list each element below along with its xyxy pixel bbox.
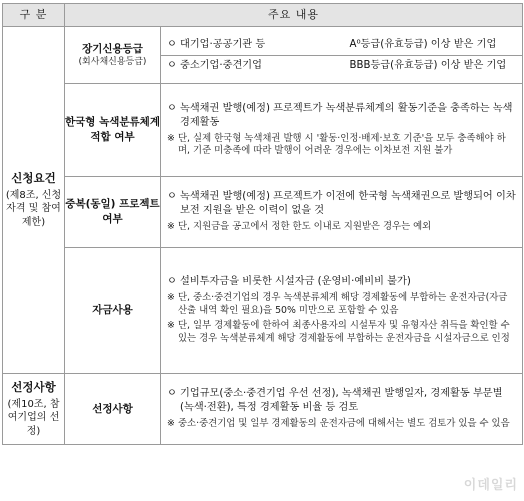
- selection-content: [161, 374, 523, 445]
- list-item: ㅇ 설비투자금을 비롯한 시설자금 (운영비·예비비 불가): [167, 276, 411, 288]
- taxonomy-content: [161, 84, 523, 177]
- list-item: ㅇ 녹색채권 발행(예정) 프로젝트가 녹색분류체계의 활동기준을 충족하는 녹색경제활동: [167, 103, 513, 128]
- table-header-row: [3, 4, 523, 27]
- note: ※ 중소·중견기업 및 일부 경제활동의 운전자금에 대해서는 별도 검토가 있을 수 있음: [167, 417, 510, 429]
- credit-row-2-grade: BBB등급(유효등급) 이상 받은 기업: [349, 59, 507, 71]
- list-item: ㅇ 기업규모(중소·중견기업 우선 선정), 녹색채권 발행일자, 경제활동 부문별(녹색·전환), 특정 경제활동 비율 등 검토: [167, 388, 503, 414]
- section-subtitle: (제8조, 신청자격 및 참여제한): [5, 189, 62, 228]
- bullet-mark: ㅇ: [167, 38, 177, 50]
- section-subtitle: (제10조, 참여기업의 선정): [7, 398, 60, 437]
- requirements-table: [2, 3, 523, 445]
- duplicate-content: [161, 177, 523, 248]
- funds-content: [161, 248, 523, 374]
- section-application-requirements: [3, 27, 65, 374]
- bullet-mark: ㅇ: [167, 59, 177, 71]
- taxonomy-label-cell: [65, 84, 161, 177]
- note: ※ 단, 실제 한국형 녹색채권 발행 시 '활동·인정·배제·보호 기준'을 모두 충족해야 하며, 기준 미충족에 따라 발행이 어려운 경우에는 이차보전 지원 불가: [167, 132, 506, 157]
- duplicate-label: 중복(동일) 프로젝트 여부: [65, 198, 160, 225]
- header-category: 구 분: [3, 4, 65, 27]
- section-selection: [3, 374, 65, 445]
- taxonomy-label: 한국형 녹색분류체계 적합 여부: [65, 116, 160, 143]
- funds-label-cell: [65, 248, 161, 374]
- credit-row-1-grade: A⁰등급(유효등급) 이상 받은 기업: [349, 38, 497, 50]
- credit-row-1-company: ㅇ 대기업·공공기관 등: [167, 38, 266, 50]
- table-row: [3, 177, 523, 248]
- credit-rating-label-cell: [65, 27, 161, 84]
- header-content: 주요 내용: [65, 4, 523, 27]
- duplicate-label-cell: [65, 177, 161, 248]
- credit-rating-sublabel: (회사채신용등급): [78, 57, 147, 68]
- note: ※ 단, 일부 경제활동에 한하여 최종사용자의 시설투자 및 유형자산 취득을 확인할 수 있는 경우 녹색분류체계 해당 경제활동에 부합하는 운전자금을 시설자금으로 인정: [167, 320, 510, 345]
- selection-label: 선정사항: [92, 402, 133, 415]
- list-item: ㅇ 녹색채권 발행(예정) 프로젝트가 이전에 한국형 녹색채권으로 발행되어 이차보전 지원을 받은 이력이 없을 것: [167, 191, 516, 217]
- table-row: [3, 248, 523, 374]
- selection-label-cell: [65, 374, 161, 445]
- section-title: 선정사항: [11, 379, 56, 394]
- section-title: 신청요건: [11, 170, 56, 185]
- table-row: [3, 374, 523, 445]
- watermark: 이데일리: [463, 478, 518, 493]
- funds-label: 자금사용: [92, 304, 133, 317]
- note: ※ 단, 지원금을 공고에서 정한 한도 이내로 지원받은 경우는 예외: [167, 220, 432, 232]
- table-row: [3, 27, 523, 84]
- note: ※ 단, 중소·중견기업의 경우 녹색분류체계 해당 경제활동에 부합하는 운전자금(자금산출 내역 확인 필요)을 50% 미만으로 포함할 수 있음: [167, 292, 508, 316]
- credit-rating-label: 장기신용등급: [82, 42, 143, 55]
- table-row: [3, 84, 523, 177]
- credit-rating-content: [161, 27, 523, 84]
- credit-grid: [161, 35, 522, 55]
- credit-row-2-company: ㅇ 중소기업·중견기업: [167, 59, 262, 71]
